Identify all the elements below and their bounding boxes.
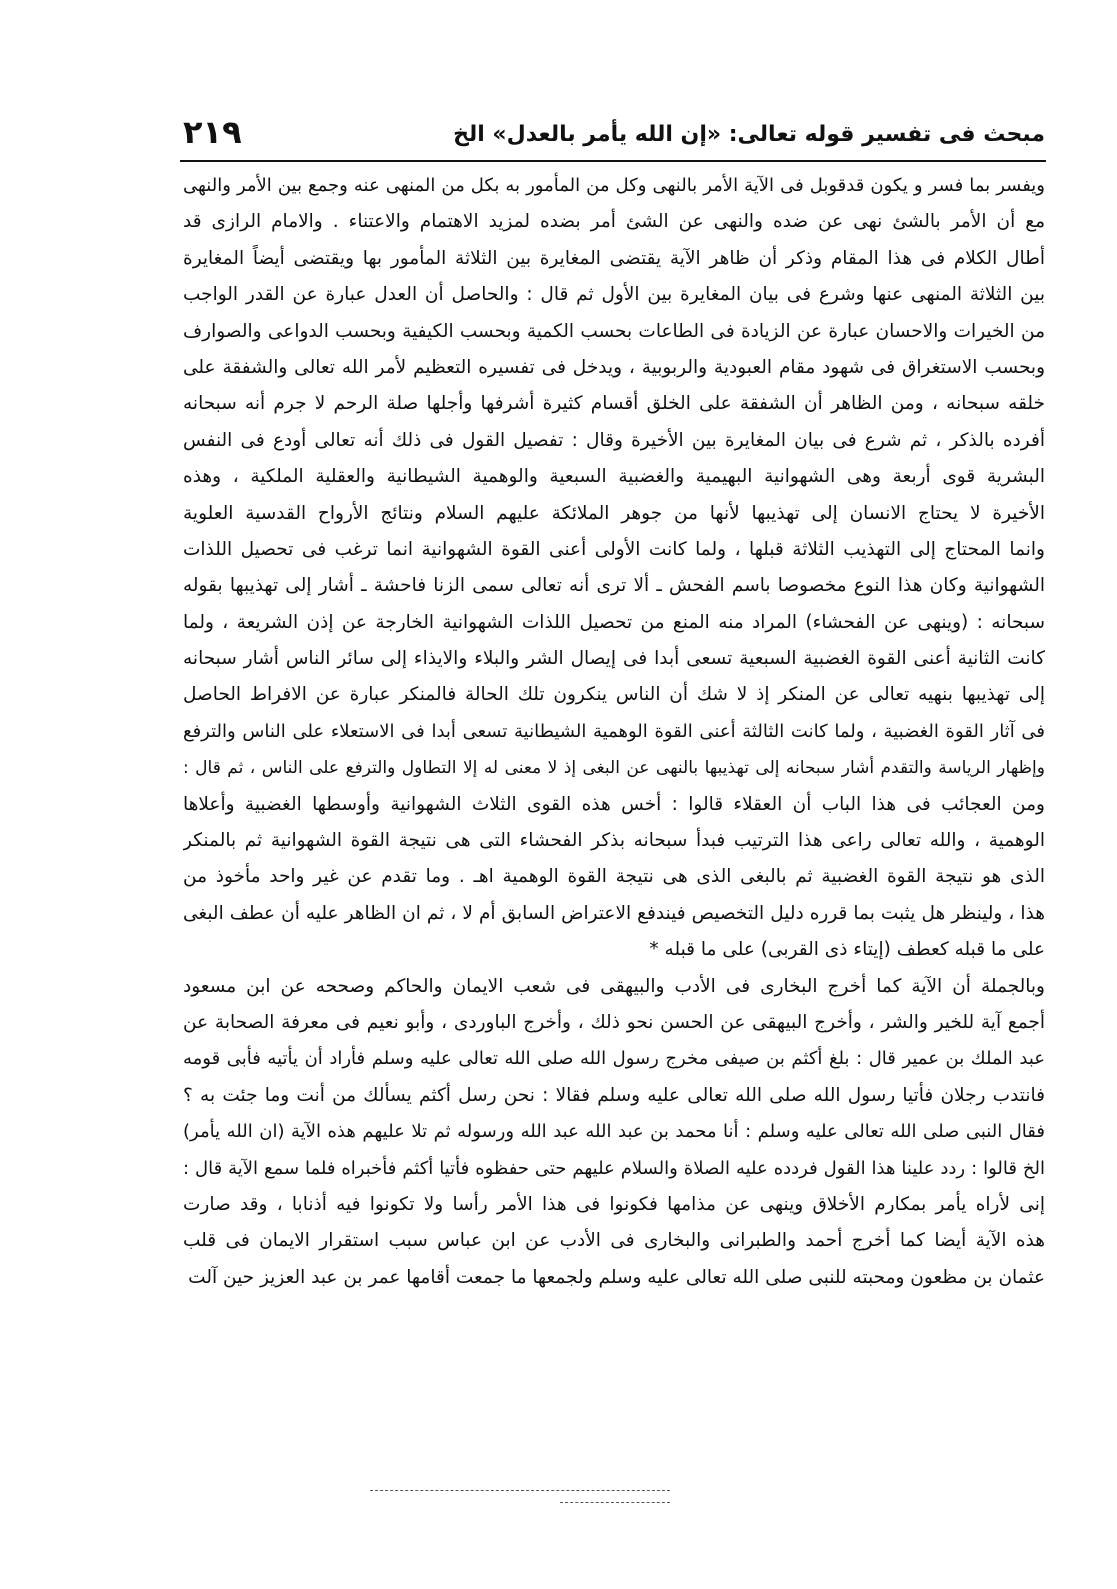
text-line: إلى تهذيبها بنهيه تعالى عن المنكر إذ لا شك أن الناس ينكرون تلك الحالة فالمنكر عبارة عن الافراط الحاصل [183, 684, 1045, 706]
text-line: كانت الثانية أعنى القوة الغضبية السبعية تسعى أبدا فى إيصال الشر والبلاء والايذاء إلى سائر الناس أشار سبحانه [183, 648, 1045, 670]
text-line: عثمان بن مظعون ومحبته للنبى صلى الله تعالى عليه وسلم ولجمعها ما جمعت أقامها عمر بن عبد العزيز حين آلت [188, 1266, 1045, 1288]
text-line: البشرية قوى أربعة وهى الشهوانية البهيمية والغضبية السبعية والوهمية الشيطانية والعقلية الملكية ، وهذه [183, 466, 1045, 488]
text-line: وإظهار الرياسة والتقدم أشار سبحانه إلى تهذيبها بالنهى عن البغى إذ لا معنى له إلا التطاول والترفع على الناس ، ثم قال : [183, 758, 1045, 779]
text-line: الشهوانية وكان هذا النوع مخصوصا باسم الفحش ـ ألا ترى أنه تعالى سمى الزنا فاحشة ـ أشار إلى تهذيبها بقوله [183, 575, 1045, 597]
text-line: فانتدب رجلان فأتيا رسول الله صلى الله تعالى عليه وسلم فقالا : نحن رسل أكثم يسألك من أنت وما جئت به ؟ [183, 1084, 1045, 1106]
text-line: إنى لأراه يأمر بمكارم الأخلاق وينهى عن مذامها فكونوا فى هذا الأمر رأسا ولا تكونوا فيه أذنابا ، وقد صارت [183, 1193, 1045, 1215]
page-number: ٢١٩ [183, 113, 242, 151]
text-line: وبحسب الاستغراق فى شهود مقام العبودية والربوبية ، ويدخل فى تفسيره التعظيم لأمر الله تعالى والشفقة على [183, 356, 1045, 378]
text-line: على ما قبله كعطف (إيتاء ذى القربى) على ما قبله * [649, 939, 1045, 961]
text-line: خلقه سبحانه ، ومن الظاهر أن الشفقة على الخلق أقسام كثيرة أشرفها وأجلها صلة الرحم لا جرم أنه سبحانه [183, 393, 1045, 415]
running-title: مبحث فى تفسير قوله تعالى: «إن الله يأمر بالعدل» الخ [453, 122, 1045, 147]
text-line: سبحانه : (وينهى عن الفحشاء) المراد منه المنع من تحصيل اللذات الشهوانية الخارجة عن إذن الشريعة ، ولما [183, 611, 1045, 633]
text-line: الخ قالوا : ردد علينا هذا القول فردده عليه الصلاة والسلام عليهم حتى حفظوه فأتيا أكثم فأخبراه فلما سمع الآية قال : [183, 1157, 1045, 1179]
page-header [183, 112, 1045, 162]
text-line: الأخيرة لا يحتاج الانسان إلى تهذيبها لأنها من جوهر الملائكة عليهم السلام ونتائج الأرواح القدسية العلوية [183, 502, 1045, 524]
text-line: من الخيرات والاحسان عبارة عن الزيادة فى الطاعات بحسب الكمية وبحسب الكيفية وبحسب الدواعى والصوارف [183, 320, 1045, 342]
text-line: أطال الكلام فى هذا المقام وذكر أن ظاهر الآية يقتضى المغايرة بين الثلاثة المأمور بها ويقتضى أيضاً المغايرة [183, 247, 1045, 269]
text-line: ومن العجائب فى هذا الباب أن العقلاء قالوا : أخس هذه القوى الثلاث الشهوانية وأوسطها الغضبية وأعلاها [183, 793, 1045, 815]
text-line: الذى هو نتيجة القوة الغضبية ثم بالبغى الذى هى نتيجة القوة الوهمية اهـ . وما تقدم عن غير واحد مأخوذ من [183, 866, 1045, 888]
footer-rule [370, 1490, 670, 1491]
body-text [183, 168, 1045, 1296]
text-line: ويفسر بما فسر و يكون قدقوبل فى الآية الأمر بالنهى وكل من المأمور به بكل من المنهى عنه وجمع بين الأمر والنهى [183, 175, 1045, 196]
text-line: وبالجملة أن الآية كما أخرج البخارى فى الأدب والبيهقى فى شعب الايمان والحاكم وصححه عن ابن مسعود [183, 975, 1045, 997]
text-line: بين الثلاثة المنهى عنها وشرع فى بيان المغايرة بين الأول ثم قال : والحاصل أن العدل عبارة عن القدر الواجب [183, 284, 1045, 306]
text-line: عبد الملك بن عمير قال : بلغ أكثم بن صيفى مخرج رسول الله صلى الله تعالى عليه وسلم فأراد أن يأتيه فأبى قومه [183, 1048, 1045, 1070]
text-line: مع أن الأمر بالشئ نهى عن ضده والنهى عن الشئ أمر بضده لمزيد الاهتمام والاعتناء . والامام الرازى قد [183, 211, 1045, 233]
text-line: فقال النبى صلى الله تعالى عليه وسلم : أنا محمد بن عبد الله عبد الله ورسوله ثم تلا عليهم هذه الآية (ان الله يأمر) [183, 1121, 1045, 1143]
text-line: الوهمية ، والله تعالى راعى هذا الترتيب فبدأ سبحانه بذكر الفحشاء التى هى نتيجة القوة الشهوانية ثم بالمنكر [183, 830, 1045, 852]
text-line: هذه الآية أيضا كما أخرج أحمد والطبرانى والبخارى فى الأدب عن ابن عباس سبب استقرار الايمان فى قلب [183, 1230, 1045, 1252]
text-line: أجمع آية للخير والشر ، وأخرج البيهقى عن الحسن نحو ذلك ، وأخرج الباوردى ، وأبو نعيم فى معرفة الصحابة عن [183, 1011, 1045, 1033]
header-rule [180, 160, 1046, 162]
text-line: هذا ، ولينظر هل يثبت بما قرره دليل التخصيص فيندفع الاعتراض السابق أم لا ، ثم ان الظاهر عليه أن عطف البغى [183, 902, 1045, 924]
text-line: وانما المحتاج إلى التهذيب الثلاثة قبلها ، ولما كانت الأولى أعنى القوة الشهوانية انما ترغب فى تحصيل اللذات [183, 538, 1045, 560]
text-line: أفرده بالذكر ، ثم شرع فى بيان المغايرة بين الأخيرة وقال : تفصيل القول فى ذلك أنه تعالى أودع فى النفس [183, 429, 1045, 451]
footer-rule-short [560, 1502, 670, 1503]
text-line: فى آثار القوة الغضبية ، ولما كانت الثالثة أعنى القوة الوهمية الشيطانية تسعى أبدا فى الاستعلاء على الناس والترفع [183, 720, 1045, 742]
